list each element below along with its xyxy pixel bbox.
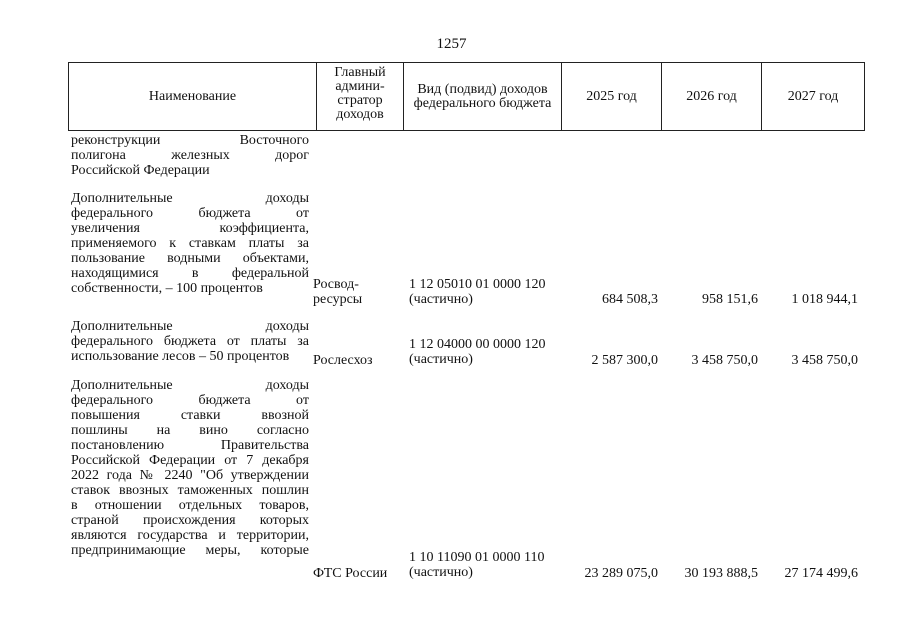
row-code	[409, 277, 546, 307]
value-2027: 1 018 944,1	[791, 292, 858, 307]
name-line: федерального бюджета от	[71, 393, 309, 408]
header-code	[404, 83, 561, 111]
name-line: реконструкции Восточного	[71, 133, 309, 148]
code-line: 1 12 04000 00 0000 120	[409, 337, 546, 352]
name-line: Дополнительные доходы	[71, 319, 309, 334]
name-line: предпринимающие меры, которые	[71, 543, 309, 558]
name-line: Российской Федерации	[71, 163, 210, 178]
row-admin: Рослесхоз	[313, 353, 373, 368]
row-name	[71, 133, 309, 178]
value-2026: 958 151,6	[702, 292, 758, 307]
row-admin: ФТС России	[313, 566, 388, 581]
code-line: (частично)	[409, 352, 473, 367]
name-line: Дополнительные доходы	[71, 191, 309, 206]
code-line: (частично)	[409, 292, 473, 307]
value-2026: 3 458 750,0	[691, 353, 758, 368]
header-name: Наименование	[148, 89, 237, 104]
page-number: 1257	[436, 36, 467, 52]
header-admin-line: стратор	[337, 93, 383, 108]
name-line: 2022 года № 2240 "Об утверждении	[71, 468, 309, 483]
header-vline	[864, 62, 865, 131]
row-code	[409, 550, 544, 580]
code-line: 1 10 11090 01 0000 110	[409, 550, 545, 565]
name-line: применяемого к ставкам платы за	[71, 236, 309, 251]
code-line: (частично)	[409, 565, 473, 580]
value-2025: 684 508,3	[602, 292, 658, 307]
name-line: страной происхождения которых	[71, 513, 309, 528]
name-line: Дополнительные доходы	[71, 378, 309, 393]
header-2027: 2027 год	[787, 89, 839, 104]
row-name	[71, 191, 309, 296]
row-name	[71, 319, 309, 364]
header-top-border	[68, 62, 865, 63]
row-name	[71, 378, 309, 558]
name-line: ставок ввозных таможенных пошлин	[71, 483, 309, 498]
name-line: федерального бюджета от платы за	[71, 334, 309, 349]
name-line: в отношении отдельных товаров,	[71, 498, 309, 513]
value-2027: 3 458 750,0	[791, 353, 858, 368]
header-admin-line: админи-	[335, 79, 385, 94]
name-line: использование лесов – 50 процентов	[71, 349, 290, 364]
name-line: пошлины на вино согласно	[71, 423, 309, 438]
header-code-line: Вид (подвид) доходов	[417, 82, 548, 97]
row-admin	[313, 277, 362, 307]
header-code-line: федерального бюджета	[413, 96, 552, 111]
name-line: находящимися в федеральной	[71, 266, 309, 281]
name-line: повышения ставки ввозной	[71, 408, 309, 423]
code-line: 1 12 05010 01 0000 120	[409, 277, 546, 292]
value-2027: 27 174 499,6	[784, 566, 858, 581]
name-line: пользование водными объектами,	[71, 251, 309, 266]
name-line: являются государства и территории,	[71, 528, 309, 543]
name-line: полигона железных дорог	[71, 148, 309, 163]
header-2025: 2025 год	[586, 89, 637, 104]
admin-line: ресурсы	[313, 292, 363, 307]
admin-line: Росвод-	[313, 277, 359, 292]
header-2026: 2026 год	[686, 89, 737, 104]
name-line: собственности, – 100 процентов	[71, 281, 263, 296]
name-line: Российской Федерации от 7 декабря	[71, 453, 309, 468]
header-admin	[317, 66, 403, 122]
name-line: федерального бюджета от	[71, 206, 309, 221]
name-line: постановлению Правительства	[71, 438, 309, 453]
header-admin-line: Главный	[334, 65, 386, 80]
header-admin-line: доходов	[336, 107, 384, 122]
value-2026: 30 193 888,5	[684, 566, 758, 581]
value-2025: 23 289 075,0	[584, 566, 658, 581]
header-bottom-border	[68, 130, 865, 131]
name-line: увеличения коэффициента,	[71, 221, 309, 236]
row-code	[409, 337, 546, 367]
value-2025: 2 587 300,0	[591, 353, 658, 368]
